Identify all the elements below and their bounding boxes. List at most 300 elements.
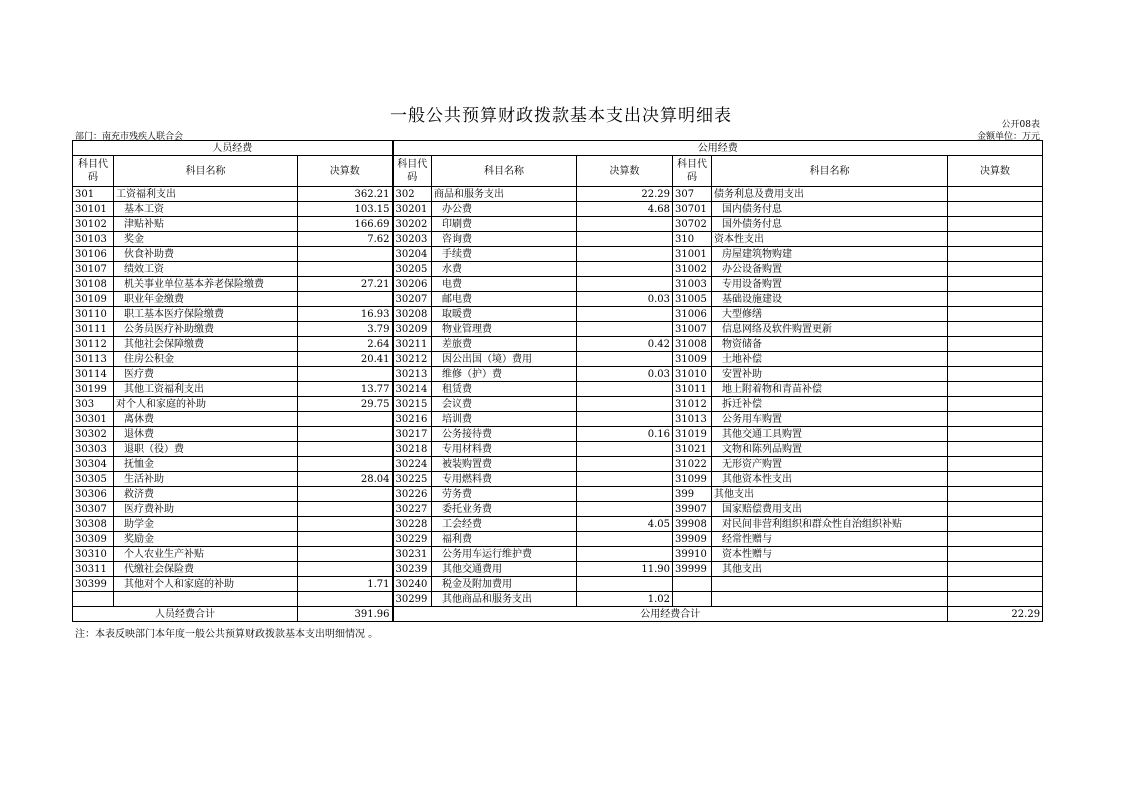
public-name-2-cell: 资本性赠与 xyxy=(712,547,948,562)
public-name-2-cell: 经常性赠与 xyxy=(712,532,948,547)
public-code-cell: 30202 xyxy=(393,217,432,232)
form-number: 公开08表 xyxy=(1001,120,1040,130)
public-amount-cell xyxy=(577,577,673,592)
public-code-cell: 30203 xyxy=(393,232,432,247)
public-code-cell: 30229 xyxy=(393,532,432,547)
personnel-amount-cell xyxy=(298,457,393,472)
public-code-2-cell: 31001 xyxy=(673,247,712,262)
public-code-cell: 30213 xyxy=(393,367,432,382)
footnote: 注：本表反映部门本年度一般公共预算财政拨款基本支出明细情况 。 xyxy=(75,629,379,640)
public-name-cell: 专用燃料费 xyxy=(432,472,577,487)
public-amount-2-cell xyxy=(948,367,1043,382)
public-total-amount: 22.29 xyxy=(948,607,1043,622)
public-name-cell: 福利费 xyxy=(432,532,577,547)
public-code-2-cell: 31011 xyxy=(673,382,712,397)
public-code-2-cell: 310 xyxy=(673,232,712,247)
personnel-amount-cell: 16.93 xyxy=(298,307,393,322)
table-row xyxy=(73,517,1043,532)
public-code-2-cell: 31002 xyxy=(673,262,712,277)
public-name-2-cell: 专用设备购置 xyxy=(712,277,948,292)
personnel-code-cell: 30108 xyxy=(73,277,114,292)
personnel-name-cell: 其他社会保障缴费 xyxy=(114,337,298,352)
public-amount-2-cell xyxy=(948,532,1043,547)
personnel-amount-cell xyxy=(298,292,393,307)
public-name-cell: 手续费 xyxy=(432,247,577,262)
public-amount-2-cell xyxy=(948,562,1043,577)
public-code-cell: 30226 xyxy=(393,487,432,502)
public-code-cell: 30211 xyxy=(393,337,432,352)
public-code-header-2: 科目代码 xyxy=(673,156,712,187)
personnel-name-cell: 生活补助 xyxy=(114,472,298,487)
public-code-2-cell: 30701 xyxy=(673,202,712,217)
public-code-2-cell: 39999 xyxy=(673,562,712,577)
personnel-code-cell: 30103 xyxy=(73,232,114,247)
public-amount-2-cell xyxy=(948,232,1043,247)
personnel-amount-cell xyxy=(298,262,393,277)
personnel-name-header: 科目名称 xyxy=(114,156,298,187)
public-amount-cell: 0.03 xyxy=(577,292,673,307)
personnel-name-cell: 对个人和家庭的补助 xyxy=(114,397,298,412)
personnel-amount-cell: 28.04 xyxy=(298,472,393,487)
table-row xyxy=(73,217,1043,232)
public-name-2-cell: 拆迁补偿 xyxy=(712,397,948,412)
public-amount-2-cell xyxy=(948,592,1043,607)
public-amount-2-cell xyxy=(948,382,1043,397)
table-body xyxy=(73,141,1043,622)
personnel-name-cell: 机关事业单位基本养老保险缴费 xyxy=(114,277,298,292)
public-code-cell: 302 xyxy=(393,187,432,202)
public-amount-cell xyxy=(577,247,673,262)
public-name-2-cell: 大型修缮 xyxy=(712,307,948,322)
table-row xyxy=(73,292,1043,307)
personnel-amount-cell xyxy=(298,412,393,427)
personnel-amount-cell xyxy=(298,427,393,442)
personnel-code-cell: 30303 xyxy=(73,442,114,457)
public-code-cell: 30208 xyxy=(393,307,432,322)
public-amount-2-cell xyxy=(948,577,1043,592)
personnel-amount-cell xyxy=(298,592,393,607)
personnel-code-cell xyxy=(73,592,114,607)
public-code-2-cell: 39910 xyxy=(673,547,712,562)
personnel-code-cell: 30308 xyxy=(73,517,114,532)
personnel-code-cell: 30302 xyxy=(73,427,114,442)
public-amount-2-cell xyxy=(948,187,1043,202)
personnel-name-cell: 其他对个人和家庭的补助 xyxy=(114,577,298,592)
personnel-code-cell: 30107 xyxy=(73,262,114,277)
table-row xyxy=(73,187,1043,202)
personnel-name-cell: 奖金 xyxy=(114,232,298,247)
public-amount-cell xyxy=(577,322,673,337)
public-name-2-cell: 办公设备购置 xyxy=(712,262,948,277)
table-row xyxy=(73,352,1043,367)
personnel-amount-cell xyxy=(298,502,393,517)
public-name-2-cell: 安置补助 xyxy=(712,367,948,382)
public-code-2-cell: 31021 xyxy=(673,442,712,457)
public-amount-cell xyxy=(577,502,673,517)
personnel-name-cell: 助学金 xyxy=(114,517,298,532)
personnel-code-cell: 30311 xyxy=(73,562,114,577)
public-name-cell: 其他交通费用 xyxy=(432,562,577,577)
table-row xyxy=(73,322,1043,337)
table-row xyxy=(73,397,1043,412)
public-amount-cell: 4.68 xyxy=(577,202,673,217)
public-amount-cell: 11.90 xyxy=(577,562,673,577)
personnel-amount-cell xyxy=(298,247,393,262)
public-code-2-cell: 31006 xyxy=(673,307,712,322)
public-code-2-cell: 31099 xyxy=(673,472,712,487)
public-code-2-cell: 31009 xyxy=(673,352,712,367)
public-name-cell: 委托业务费 xyxy=(432,502,577,517)
public-name-cell: 工会经费 xyxy=(432,517,577,532)
personnel-amount-cell: 7.62 xyxy=(298,232,393,247)
public-code-2-cell: 31012 xyxy=(673,397,712,412)
public-amount-cell: 0.42 xyxy=(577,337,673,352)
public-amount-2-cell xyxy=(948,262,1043,277)
public-name-2-cell: 其他交通工具购置 xyxy=(712,427,948,442)
public-name-cell: 会议费 xyxy=(432,397,577,412)
public-amount-cell xyxy=(577,457,673,472)
personnel-name-cell: 绩效工资 xyxy=(114,262,298,277)
personnel-code-cell: 30112 xyxy=(73,337,114,352)
public-code-cell: 30231 xyxy=(393,547,432,562)
personnel-name-cell: 个人农业生产补贴 xyxy=(114,547,298,562)
public-name-cell: 水费 xyxy=(432,262,577,277)
personnel-name-cell: 职工基本医疗保险缴费 xyxy=(114,307,298,322)
expenditure-table xyxy=(72,140,1043,622)
public-code-2-cell: 31005 xyxy=(673,292,712,307)
personnel-code-cell: 30399 xyxy=(73,577,114,592)
public-code-header-1: 科目代码 xyxy=(393,156,432,187)
public-amount-2-cell xyxy=(948,442,1043,457)
personnel-amount-cell: 1.71 xyxy=(298,577,393,592)
public-amount-cell xyxy=(577,442,673,457)
personnel-amount-cell xyxy=(298,487,393,502)
public-amount-cell: 4.05 xyxy=(577,517,673,532)
public-amount-2-cell xyxy=(948,472,1043,487)
personnel-code-cell: 303 xyxy=(73,397,114,412)
personnel-total-label: 人员经费合计 xyxy=(73,607,298,622)
public-code-cell: 30207 xyxy=(393,292,432,307)
personnel-amount-header: 决算数 xyxy=(298,156,393,187)
public-amount-cell xyxy=(577,277,673,292)
public-name-2-cell: 无形资产购置 xyxy=(712,457,948,472)
public-code-cell: 30224 xyxy=(393,457,432,472)
personnel-name-cell: 退职（役）费 xyxy=(114,442,298,457)
personnel-amount-cell xyxy=(298,517,393,532)
public-amount-cell xyxy=(577,217,673,232)
public-name-cell: 专用材料费 xyxy=(432,442,577,457)
personnel-amount-cell xyxy=(298,547,393,562)
personnel-code-cell: 30199 xyxy=(73,382,114,397)
public-code-2-cell: 307 xyxy=(673,187,712,202)
public-name-cell: 印刷费 xyxy=(432,217,577,232)
public-code-2-cell: 39907 xyxy=(673,502,712,517)
public-code-cell: 30228 xyxy=(393,517,432,532)
table-row xyxy=(73,532,1043,547)
public-amount-2-cell xyxy=(948,547,1043,562)
personnel-code-cell: 30307 xyxy=(73,502,114,517)
public-name-2-cell: 其他支出 xyxy=(712,487,948,502)
public-total-label: 公用经费合计 xyxy=(393,607,948,622)
personnel-name-cell: 工资福利支出 xyxy=(114,187,298,202)
public-amount-2-cell xyxy=(948,307,1043,322)
table-row xyxy=(73,337,1043,352)
public-code-cell: 30209 xyxy=(393,322,432,337)
totals-row xyxy=(73,607,1043,622)
personnel-amount-cell xyxy=(298,442,393,457)
public-amount-cell xyxy=(577,262,673,277)
public-name-cell: 物业管理费 xyxy=(432,322,577,337)
public-amount-cell: 0.03 xyxy=(577,367,673,382)
public-code-2-cell: 39908 xyxy=(673,517,712,532)
public-code-cell: 30239 xyxy=(393,562,432,577)
public-name-cell: 被装购置费 xyxy=(432,457,577,472)
table-row xyxy=(73,472,1043,487)
personnel-code-cell: 30102 xyxy=(73,217,114,232)
personnel-name-cell: 代缴社会保险费 xyxy=(114,562,298,577)
public-amount-2-cell xyxy=(948,217,1043,232)
public-code-2-cell xyxy=(673,592,712,607)
personnel-code-cell: 301 xyxy=(73,187,114,202)
public-code-2-cell: 31013 xyxy=(673,412,712,427)
public-code-cell: 30212 xyxy=(393,352,432,367)
personnel-code-cell: 30113 xyxy=(73,352,114,367)
public-name-cell: 电费 xyxy=(432,277,577,292)
public-name-2-cell: 基础设施建设 xyxy=(712,292,948,307)
personnel-name-cell xyxy=(114,592,298,607)
public-amount-2-cell xyxy=(948,202,1043,217)
public-amount-2-cell xyxy=(948,397,1043,412)
personnel-name-cell: 住房公积金 xyxy=(114,352,298,367)
personnel-code-cell: 30310 xyxy=(73,547,114,562)
public-amount-cell: 22.29 xyxy=(577,187,673,202)
public-code-cell: 30227 xyxy=(393,502,432,517)
public-name-cell: 取暖费 xyxy=(432,307,577,322)
table-row xyxy=(73,547,1043,562)
public-name-cell: 公务接待费 xyxy=(432,427,577,442)
personnel-name-cell: 救济费 xyxy=(114,487,298,502)
table-row xyxy=(73,487,1043,502)
public-name-cell: 劳务费 xyxy=(432,487,577,502)
public-name-2-cell: 房屋建筑物购建 xyxy=(712,247,948,262)
personnel-name-cell: 津贴补贴 xyxy=(114,217,298,232)
personnel-code-cell: 30305 xyxy=(73,472,114,487)
public-code-cell: 30225 xyxy=(393,472,432,487)
personnel-code-cell: 30109 xyxy=(73,292,114,307)
personnel-amount-cell: 166.69 xyxy=(298,217,393,232)
table-row xyxy=(73,592,1043,607)
public-amount-cell xyxy=(577,397,673,412)
table-row xyxy=(73,382,1043,397)
public-name-cell: 因公出国（境）费用 xyxy=(432,352,577,367)
public-code-cell: 30215 xyxy=(393,397,432,412)
public-code-2-cell: 31010 xyxy=(673,367,712,382)
public-name-2-cell: 国外债务付息 xyxy=(712,217,948,232)
table-row xyxy=(73,262,1043,277)
public-name-2-cell: 其他支出 xyxy=(712,562,948,577)
public-amount-2-cell xyxy=(948,517,1043,532)
public-code-cell: 30240 xyxy=(393,577,432,592)
department-label: 部门：南充市残疾人联合会 xyxy=(75,132,184,142)
personnel-amount-cell: 2.64 xyxy=(298,337,393,352)
public-amount-cell: 0.16 xyxy=(577,427,673,442)
public-name-2-cell xyxy=(712,592,948,607)
public-code-2-cell: 31019 xyxy=(673,427,712,442)
public-code-2-cell: 39909 xyxy=(673,532,712,547)
table-row xyxy=(73,427,1043,442)
public-amount-2-cell xyxy=(948,322,1043,337)
public-amount-2-cell xyxy=(948,487,1043,502)
personnel-code-cell: 30301 xyxy=(73,412,114,427)
personnel-name-cell: 伙食补助费 xyxy=(114,247,298,262)
public-name-2-cell: 文物和陈列品购置 xyxy=(712,442,948,457)
table-row xyxy=(73,277,1043,292)
table-row xyxy=(73,202,1043,217)
public-code-cell: 30214 xyxy=(393,382,432,397)
amount-unit-label: 金额单位：万元 xyxy=(976,132,1040,142)
public-name-2-cell: 土地补偿 xyxy=(712,352,948,367)
public-amount-header-2: 决算数 xyxy=(948,156,1043,187)
table-row xyxy=(73,577,1043,592)
public-name-cell: 差旅费 xyxy=(432,337,577,352)
public-amount-2-cell xyxy=(948,277,1043,292)
personnel-amount-cell xyxy=(298,367,393,382)
public-group-header: 公用经费 xyxy=(393,141,1043,156)
personnel-name-cell: 抚恤金 xyxy=(114,457,298,472)
column-header-row xyxy=(73,156,1043,187)
personnel-name-cell: 职业年金缴费 xyxy=(114,292,298,307)
public-amount-2-cell xyxy=(948,352,1043,367)
personnel-total-amount: 391.96 xyxy=(298,607,393,622)
table-row xyxy=(73,412,1043,427)
personnel-code-cell: 30111 xyxy=(73,322,114,337)
public-code-cell: 30216 xyxy=(393,412,432,427)
personnel-name-cell: 奖励金 xyxy=(114,532,298,547)
public-amount-header-1: 决算数 xyxy=(577,156,673,187)
public-code-2-cell: 31007 xyxy=(673,322,712,337)
public-name-cell: 办公费 xyxy=(432,202,577,217)
public-name-cell: 邮电费 xyxy=(432,292,577,307)
public-name-header-2: 科目名称 xyxy=(712,156,948,187)
public-name-2-cell: 信息网络及软件购置更新 xyxy=(712,322,948,337)
public-amount-cell xyxy=(577,547,673,562)
public-name-cell: 租赁费 xyxy=(432,382,577,397)
public-name-cell: 维修（护）费 xyxy=(432,367,577,382)
public-name-2-cell: 国家赔偿费用支出 xyxy=(712,502,948,517)
public-amount-cell xyxy=(577,232,673,247)
public-name-cell: 税金及附加费用 xyxy=(432,577,577,592)
personnel-group-header: 人员经费 xyxy=(73,141,393,156)
public-code-2-cell: 31008 xyxy=(673,337,712,352)
public-name-2-cell xyxy=(712,577,948,592)
public-name-cell: 商品和服务支出 xyxy=(432,187,577,202)
public-name-cell: 公务用车运行维护费 xyxy=(432,547,577,562)
table-row xyxy=(73,247,1043,262)
public-code-cell: 30217 xyxy=(393,427,432,442)
table-row xyxy=(73,502,1043,517)
public-code-2-cell: 31022 xyxy=(673,457,712,472)
public-code-cell: 30201 xyxy=(393,202,432,217)
personnel-code-cell: 30106 xyxy=(73,247,114,262)
public-amount-2-cell xyxy=(948,502,1043,517)
public-code-2-cell: 30702 xyxy=(673,217,712,232)
table-row xyxy=(73,562,1043,577)
public-name-cell: 培训费 xyxy=(432,412,577,427)
public-amount-cell: 1.02 xyxy=(577,592,673,607)
public-code-cell: 30218 xyxy=(393,442,432,457)
public-code-cell: 30206 xyxy=(393,277,432,292)
personnel-amount-cell: 20.41 xyxy=(298,352,393,367)
public-code-2-cell xyxy=(673,577,712,592)
personnel-name-cell: 退休费 xyxy=(114,427,298,442)
public-name-cell: 其他商品和服务支出 xyxy=(432,592,577,607)
personnel-code-header: 科目代码 xyxy=(73,156,114,187)
page-title: 一般公共预算财政拨款基本支出决算明细表 xyxy=(390,106,732,126)
public-amount-cell xyxy=(577,472,673,487)
public-amount-cell xyxy=(577,532,673,547)
personnel-code-cell: 30309 xyxy=(73,532,114,547)
public-name-2-cell: 债务利息及费用支出 xyxy=(712,187,948,202)
public-code-cell: 30205 xyxy=(393,262,432,277)
table-row xyxy=(73,442,1043,457)
personnel-code-cell: 30304 xyxy=(73,457,114,472)
personnel-code-cell: 30110 xyxy=(73,307,114,322)
personnel-amount-cell xyxy=(298,532,393,547)
public-name-2-cell: 物资储备 xyxy=(712,337,948,352)
table-row xyxy=(73,232,1043,247)
public-name-2-cell: 地上附着物和青苗补偿 xyxy=(712,382,948,397)
personnel-name-cell: 医疗费 xyxy=(114,367,298,382)
personnel-code-cell: 30306 xyxy=(73,487,114,502)
personnel-code-cell: 30114 xyxy=(73,367,114,382)
public-name-2-cell: 其他资本性支出 xyxy=(712,472,948,487)
public-name-cell: 咨询费 xyxy=(432,232,577,247)
personnel-name-cell: 医疗费补助 xyxy=(114,502,298,517)
public-amount-2-cell xyxy=(948,247,1043,262)
personnel-amount-cell: 13.77 xyxy=(298,382,393,397)
public-name-2-cell: 资本性支出 xyxy=(712,232,948,247)
public-code-2-cell: 399 xyxy=(673,487,712,502)
table-row xyxy=(73,457,1043,472)
personnel-amount-cell: 3.79 xyxy=(298,322,393,337)
public-amount-cell xyxy=(577,412,673,427)
public-name-header-1: 科目名称 xyxy=(432,156,577,187)
public-amount-cell xyxy=(577,307,673,322)
public-amount-2-cell xyxy=(948,337,1043,352)
public-code-cell: 30299 xyxy=(393,592,432,607)
public-amount-2-cell xyxy=(948,412,1043,427)
personnel-name-cell: 其他工资福利支出 xyxy=(114,382,298,397)
personnel-amount-cell xyxy=(298,562,393,577)
personnel-name-cell: 基本工资 xyxy=(114,202,298,217)
personnel-amount-cell: 29.75 xyxy=(298,397,393,412)
public-name-2-cell: 公务用车购置 xyxy=(712,412,948,427)
group-header-row xyxy=(73,141,1043,156)
personnel-name-cell: 公务员医疗补助缴费 xyxy=(114,322,298,337)
personnel-code-cell: 30101 xyxy=(73,202,114,217)
public-amount-2-cell xyxy=(948,427,1043,442)
public-amount-cell xyxy=(577,487,673,502)
table-row xyxy=(73,307,1043,322)
public-code-cell: 30204 xyxy=(393,247,432,262)
public-amount-2-cell xyxy=(948,292,1043,307)
public-amount-cell xyxy=(577,352,673,367)
public-code-2-cell: 31003 xyxy=(673,277,712,292)
public-name-2-cell: 对民间非营利组织和群众性自治组织补贴 xyxy=(712,517,948,532)
public-name-2-cell: 国内债务付息 xyxy=(712,202,948,217)
public-amount-cell xyxy=(577,382,673,397)
table-row xyxy=(73,367,1043,382)
